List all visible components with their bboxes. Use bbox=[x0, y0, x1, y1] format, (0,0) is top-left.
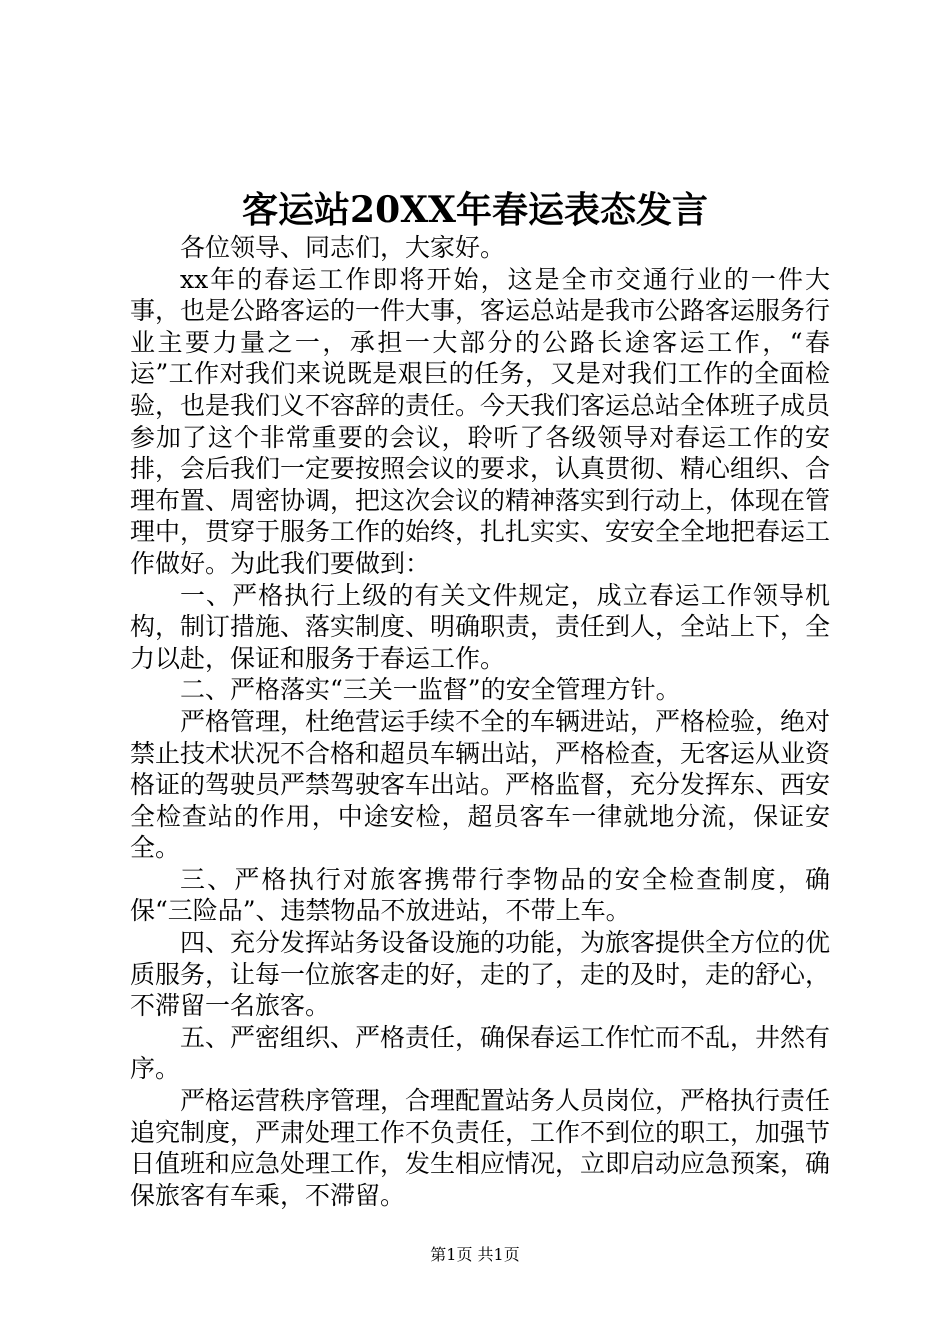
page-footer: 第1页 共1页 bbox=[430, 1245, 520, 1264]
paragraph-item-3: 三、严格执行对旅客携带行李物品的安全检查制度，确保“三险品”、违禁物品不放进站，不带上车。 bbox=[130, 864, 830, 926]
paragraph-item-5-detail: 严格运营秩序管理，合理配置站务人员岗位，严格执行责任追究制度，严肃处理工作不负责任，工作不到位的职工，加强节日值班和应急处理工作，发生相应情况，立即启动应急预案，确保旅客有车乘，不滞留。 bbox=[130, 1086, 831, 1210]
paragraph-greeting: 各位领导、同志们，大家好。 bbox=[180, 233, 506, 262]
paragraph-item-2-detail: 严格管理，杜绝营运手续不全的车辆进站，严格检验，绝对禁止技术状况不合格和超员车辆出站，严格检查，无客运从业资格证的驾驶员严禁驾驶客车出站。严格监督，充分发挥东、西安全检查站的作用，中途安检，超员客车一律就地分流，保证安全。 bbox=[130, 706, 831, 863]
paragraph-item-5: 五、严密组织、严格责任，确保春运工作忙而不乱，井然有序。 bbox=[130, 1022, 831, 1084]
paragraph-item-2: 二、严格落实“三关一监督”的安全管理方针。 bbox=[180, 675, 681, 705]
document-title: 客运站20XX年春运表态发言 bbox=[242, 189, 708, 231]
paragraph-item-1: 一、严格执行上级的有关文件规定，成立春运工作领导机构，制订措施、落实制度、明确职责，责任到人，全站上下，全力以赴，保证和服务于春运工作。 bbox=[130, 580, 831, 673]
paragraph-intro: xx年的春运工作即将开始，这是全市交通行业的一件大事，也是公路客运的一件大事，客运总站是我市公路客运服务行业主要力量之一，承担一大部分的公路长途客运工作，“春运”工作对我们来说既是艰巨的任务，又是对我们工作的全面检验，也是我们义不容辞的责任。今天我们客运总站全体班子成员参加了这个非常重要的会议，聆听了各级领导对春运工作的安排，会后我们一定要按照会议的要求，认真贯彻、精心组织、合理布置、周密协调，把这次会议的精神落实到行动上，体现在管理中，贯穿于服务工作的始终，扎扎实实、安安全全地把春运工作做好。为此我们要做到： bbox=[130, 264, 831, 578]
paragraph-item-4: 四、充分发挥站务设备设施的功能，为旅客提供全方位的优质服务，让每一位旅客走的好，走的了，走的及时，走的舒心，不滞留一名旅客。 bbox=[130, 928, 831, 1021]
document-body bbox=[130, 232, 830, 1211]
